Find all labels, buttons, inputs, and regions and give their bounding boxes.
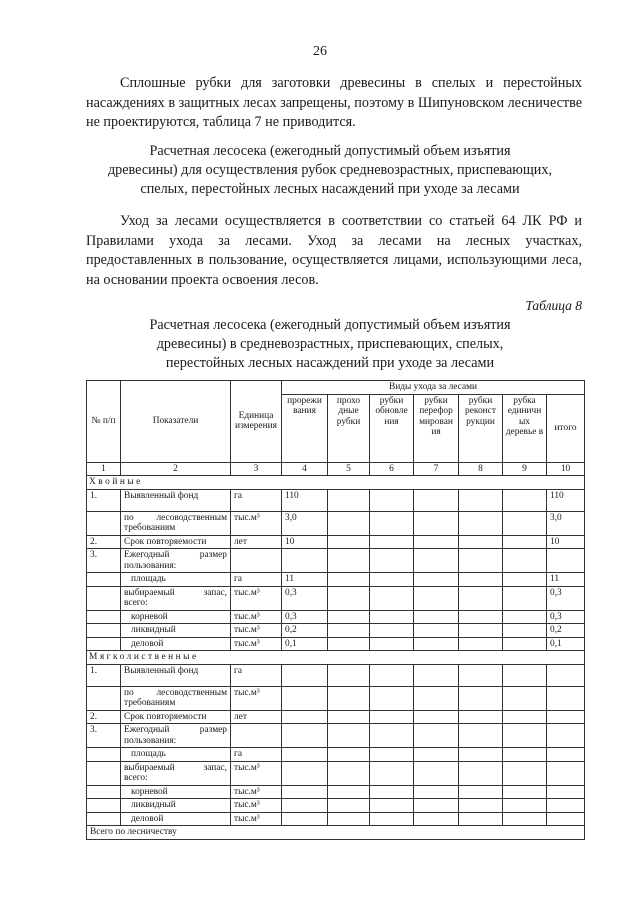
table-row [87, 573, 585, 587]
unit-cell: тыс.м³ [231, 586, 282, 610]
value-cell: 110 [547, 489, 585, 511]
value-cell [282, 686, 328, 710]
header-num: № п/п [87, 381, 121, 463]
value-cell [414, 549, 459, 573]
value-cell [459, 511, 503, 535]
value-cell [503, 511, 547, 535]
table-row [87, 489, 585, 511]
indicator-name-line: всего: [124, 773, 148, 783]
value-cell [459, 812, 503, 826]
value-cell [414, 748, 459, 762]
indicator-name: корневой [121, 785, 231, 799]
total-label: Всего по лесничеству [87, 826, 585, 840]
value-cell [328, 637, 370, 651]
value-cell [328, 664, 370, 686]
unit-cell: лет [231, 535, 282, 549]
value-cell [370, 535, 414, 549]
indicator-name-line [124, 725, 227, 736]
header-unit: Единица измерения [231, 381, 282, 463]
value-cell [414, 664, 459, 686]
section-row [87, 476, 585, 490]
unit-cell: тыс.м³ [231, 812, 282, 826]
unit-cell: тыс.м³ [231, 785, 282, 799]
indicator-name-line [124, 513, 227, 524]
column-number: 3 [231, 462, 282, 476]
indicator-name: площадь [121, 573, 231, 587]
value-cell [459, 549, 503, 573]
value-cell [459, 624, 503, 638]
value-cell: 0,2 [282, 624, 328, 638]
header-passage-cutting: прохо дные рубки [328, 394, 370, 462]
value-cell [370, 686, 414, 710]
value-cell [503, 761, 547, 785]
value-cell [328, 799, 370, 813]
paragraph-forest-care [86, 212, 582, 290]
table-row [87, 610, 585, 624]
value-cell [459, 686, 503, 710]
value-cell [414, 586, 459, 610]
value-cell: 11 [282, 573, 328, 587]
value-cell: 3,0 [282, 511, 328, 535]
table-row [87, 748, 585, 762]
unit-cell: тыс.м³ [231, 624, 282, 638]
row-number [87, 610, 121, 624]
table-row [87, 761, 585, 785]
indicator-name-line [124, 588, 227, 599]
value-cell [370, 573, 414, 587]
column-number: 1 [87, 462, 121, 476]
page-number: 26 [313, 44, 327, 59]
value-cell [503, 686, 547, 710]
value-cell: 110 [282, 489, 328, 511]
row-number [87, 761, 121, 785]
value-cell [503, 535, 547, 549]
indicator-word: размер [199, 550, 227, 560]
indicator-word: размер [199, 725, 227, 735]
value-cell [414, 624, 459, 638]
indicator-name: деловой [121, 812, 231, 826]
row-number: 3. [87, 724, 121, 748]
indicator-name: ликвидный [121, 799, 231, 813]
value-cell [414, 489, 459, 511]
indicator-name: Выявленный фонд [121, 489, 231, 511]
value-cell: 0,3 [282, 610, 328, 624]
row-number: 2. [87, 710, 121, 724]
value-cell [370, 586, 414, 610]
value-cell [503, 637, 547, 651]
row-number [87, 573, 121, 587]
indicator-word: лесоводственным [156, 687, 227, 698]
value-cell [547, 799, 585, 813]
value-cell [547, 686, 585, 710]
value-cell [282, 812, 328, 826]
value-cell [414, 686, 459, 710]
column-number: 7 [414, 462, 459, 476]
value-cell [328, 549, 370, 573]
value-cell [328, 812, 370, 826]
row-number: 3. [87, 549, 121, 573]
value-cell: 10 [547, 535, 585, 549]
value-cell: 10 [282, 535, 328, 549]
section-label: Хвойные [87, 476, 585, 490]
indicator-name: площадь [121, 748, 231, 762]
section-heading [60, 142, 600, 199]
indicator-name [121, 724, 231, 748]
table-row [87, 799, 585, 813]
row-number [87, 812, 121, 826]
value-cell [547, 664, 585, 686]
column-number: 4 [282, 462, 328, 476]
value-cell [328, 686, 370, 710]
indicator-name: корневой [121, 610, 231, 624]
value-cell [459, 724, 503, 748]
indicator-name [121, 686, 231, 710]
table-row [87, 664, 585, 686]
value-cell [414, 785, 459, 799]
indicator-word: выбираемый [124, 762, 175, 773]
value-cell [282, 748, 328, 762]
unit-cell: тыс.м³ [231, 799, 282, 813]
unit-cell: лет [231, 710, 282, 724]
value-cell [370, 799, 414, 813]
value-cell [328, 489, 370, 511]
indicator-name-line: требованиям [124, 698, 176, 708]
value-cell [370, 664, 414, 686]
value-cell: 0,3 [282, 586, 328, 610]
header-reconstruction: рубки реконст рукции [459, 394, 503, 462]
table-row [87, 710, 585, 724]
value-cell [503, 799, 547, 813]
value-cell [328, 610, 370, 624]
table-row [87, 637, 585, 651]
value-cell [370, 511, 414, 535]
value-cell [414, 610, 459, 624]
unit-cell: тыс.м³ [231, 686, 282, 710]
allowable-cut-table [86, 380, 585, 840]
unit-cell: тыс.м³ [231, 637, 282, 651]
value-cell [503, 549, 547, 573]
value-cell: 0,1 [547, 637, 585, 651]
value-cell [503, 710, 547, 724]
value-cell [503, 664, 547, 686]
table-row [87, 549, 585, 573]
header-indicator: Показатели [121, 381, 231, 463]
value-cell [547, 761, 585, 785]
value-cell [459, 799, 503, 813]
row-number: 1. [87, 489, 121, 511]
heading-line: Расчетная лесосека (ежегодный допустимый объем изъятия [149, 317, 511, 333]
value-cell [503, 785, 547, 799]
total-row [87, 826, 585, 840]
row-number [87, 785, 121, 799]
section-row [87, 651, 585, 665]
value-cell [414, 812, 459, 826]
indicator-word: по [124, 687, 134, 698]
value-cell [459, 761, 503, 785]
value-cell [459, 785, 503, 799]
unit-cell [231, 724, 282, 748]
value-cell [328, 748, 370, 762]
value-cell [282, 710, 328, 724]
table-row [87, 511, 585, 535]
indicator-name: Срок повторяемости [121, 535, 231, 549]
value-cell [459, 586, 503, 610]
indicator-word: запас, [203, 762, 227, 773]
indicator-name-line: пользования: [124, 560, 177, 571]
value-cell [459, 664, 503, 686]
value-cell [503, 610, 547, 624]
value-cell [370, 549, 414, 573]
unit-cell [231, 549, 282, 573]
value-cell [547, 549, 585, 573]
value-cell [414, 761, 459, 785]
table-row [87, 535, 585, 549]
value-cell [282, 761, 328, 785]
value-cell [503, 724, 547, 748]
indicator-name-line [124, 688, 227, 699]
indicator-name [121, 549, 231, 573]
indicator-name: Выявленный фонд [121, 664, 231, 686]
value-cell: 0,3 [547, 610, 585, 624]
header-total: итого [547, 394, 585, 462]
indicator-word: запас, [203, 587, 227, 598]
value-cell [370, 610, 414, 624]
indicator-name [121, 586, 231, 610]
value-cell [547, 724, 585, 748]
value-cell [459, 489, 503, 511]
table-row [87, 586, 585, 610]
unit-cell: тыс.м³ [231, 761, 282, 785]
value-cell [370, 624, 414, 638]
value-cell [414, 573, 459, 587]
unit-cell: га [231, 573, 282, 587]
value-cell: 0,1 [282, 637, 328, 651]
value-cell [503, 812, 547, 826]
value-cell [328, 586, 370, 610]
indicator-name: деловой [121, 637, 231, 651]
column-number: 10 [547, 462, 585, 476]
table-row [87, 724, 585, 748]
row-number: 1. [87, 664, 121, 686]
paragraph-text: Сплошные рубки для заготовки древесины в спелых и перестойных насаждениях в защитных лесах запрещены, поэтому в Шипуновском лесничестве не проектируются, таблица 7 не приводится. [86, 75, 583, 130]
value-cell: 3,0 [547, 511, 585, 535]
value-cell [414, 710, 459, 724]
heading-line: спелых, перестойных лесных насаждений при уходе за лесами [140, 181, 520, 197]
value-cell [328, 710, 370, 724]
value-cell [282, 785, 328, 799]
table-row [87, 624, 585, 638]
indicator-name-line: требованиям [124, 523, 176, 533]
value-cell [459, 610, 503, 624]
header-care-types: Виды ухода за лесами [282, 381, 585, 395]
table-label: Таблица 8 [525, 298, 582, 313]
indicator-name: Срок повторяемости [121, 710, 231, 724]
heading-line: перестойных лесных насаждений при уходе за лесами [165, 355, 495, 371]
indicator-word: лесоводственным [156, 512, 227, 523]
value-cell [459, 535, 503, 549]
value-cell [328, 511, 370, 535]
value-cell [370, 761, 414, 785]
value-cell [328, 624, 370, 638]
value-cell [547, 812, 585, 826]
value-cell [459, 573, 503, 587]
row-number [87, 748, 121, 762]
value-cell [370, 489, 414, 511]
header-thinning: прорежи вания [282, 394, 328, 462]
value-cell [370, 812, 414, 826]
header-reformation: рубки перефор мирован ия [414, 394, 459, 462]
value-cell [328, 724, 370, 748]
value-cell [282, 549, 328, 573]
unit-cell: тыс.м³ [231, 511, 282, 535]
value-cell [328, 785, 370, 799]
row-number [87, 686, 121, 710]
indicator-word: Ежегодный [124, 550, 170, 560]
row-number: 2. [87, 535, 121, 549]
value-cell [370, 637, 414, 651]
value-cell: 11 [547, 573, 585, 587]
heading-line: древесины) для осуществления рубок средневозрастных, приспевающих, [107, 162, 553, 178]
indicator-name [121, 761, 231, 785]
value-cell [370, 724, 414, 748]
value-cell [370, 748, 414, 762]
heading-line: Расчетная лесосека (ежегодный допустимый объем изъятия [149, 143, 511, 159]
value-cell [547, 748, 585, 762]
indicator-word: по [124, 512, 134, 523]
value-cell [414, 799, 459, 813]
value-cell [503, 573, 547, 587]
indicator-name-line [124, 550, 227, 561]
row-number [87, 637, 121, 651]
value-cell [370, 710, 414, 724]
value-cell [459, 710, 503, 724]
table-row [87, 812, 585, 826]
row-number [87, 624, 121, 638]
table-title [60, 316, 600, 373]
value-cell [414, 637, 459, 651]
row-number [87, 586, 121, 610]
paragraph-clear-cutting [86, 74, 582, 133]
value-cell [503, 586, 547, 610]
unit-cell: га [231, 489, 282, 511]
indicator-word: Ежегодный [124, 725, 170, 735]
column-number-row [87, 462, 585, 476]
unit-cell: га [231, 664, 282, 686]
indicator-word: выбираемый [124, 587, 175, 598]
value-cell [282, 664, 328, 686]
value-cell [547, 785, 585, 799]
value-cell [370, 785, 414, 799]
value-cell [547, 710, 585, 724]
column-number: 2 [121, 462, 231, 476]
row-number [87, 511, 121, 535]
value-cell [282, 724, 328, 748]
indicator-name-line: всего: [124, 598, 148, 608]
value-cell [414, 511, 459, 535]
unit-cell: тыс.м³ [231, 610, 282, 624]
value-cell [414, 535, 459, 549]
value-cell [503, 748, 547, 762]
paragraph-text: Уход за лесами осуществляется в соответствии со статьей 64 ЛК РФ и Правилами ухода за лесами. Уход за лесами на лесных участках, предоставленных в пользование, осуществляется лицами, использующими леса, на основании проекта освоения лесов. [86, 213, 582, 288]
section-label: Мягколиственные [87, 651, 585, 665]
value-cell [328, 535, 370, 549]
indicator-name: ликвидный [121, 624, 231, 638]
column-number: 6 [370, 462, 414, 476]
unit-cell: га [231, 748, 282, 762]
header-renewal: рубки обновле ния [370, 394, 414, 462]
value-cell [414, 724, 459, 748]
value-cell: 0,2 [547, 624, 585, 638]
table-row [87, 686, 585, 710]
column-number: 5 [328, 462, 370, 476]
value-cell [503, 624, 547, 638]
value-cell [459, 637, 503, 651]
value-cell [328, 573, 370, 587]
indicator-name-line: пользования: [124, 735, 177, 746]
row-number [87, 799, 121, 813]
column-number: 9 [503, 462, 547, 476]
table-row [87, 785, 585, 799]
indicator-name [121, 511, 231, 535]
value-cell [328, 761, 370, 785]
value-cell [459, 748, 503, 762]
value-cell [503, 489, 547, 511]
header-single-trees: рубка единичн ых деревье в [503, 394, 547, 462]
value-cell [282, 799, 328, 813]
column-number: 8 [459, 462, 503, 476]
heading-line: древесины) в средневозрастных, приспевающих, спелых, [156, 336, 504, 352]
indicator-name-line [124, 763, 227, 774]
value-cell: 0,3 [547, 586, 585, 610]
